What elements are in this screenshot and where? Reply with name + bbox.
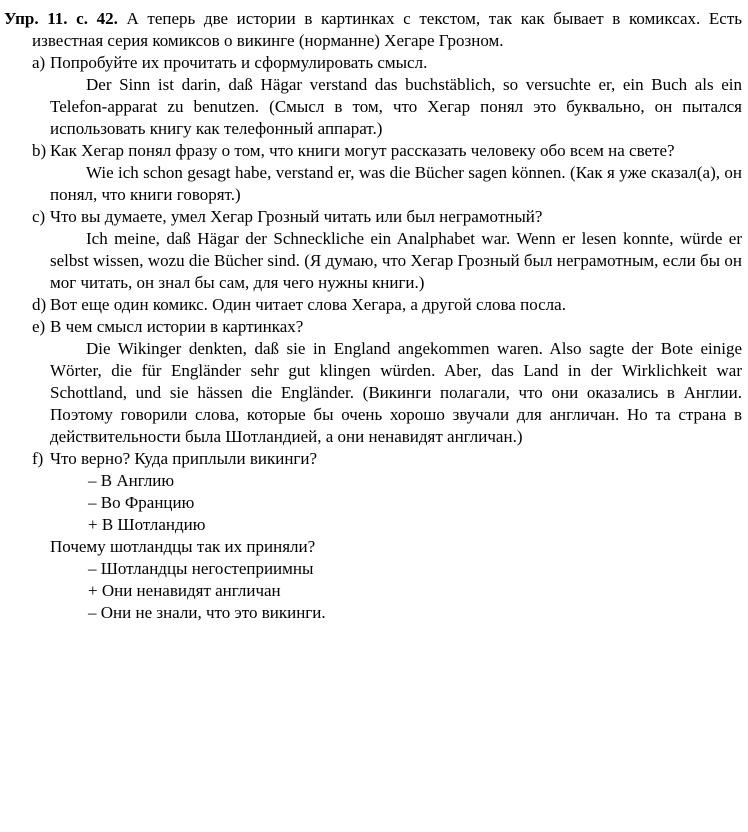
item-c xyxy=(4,206,742,294)
exercise-title: Упр. 11. с. 42. xyxy=(4,9,118,28)
item-f xyxy=(4,448,742,624)
item-d xyxy=(4,294,742,316)
item-b xyxy=(4,140,742,206)
item-e-label: e) xyxy=(32,317,46,336)
item-d-question: Вот еще один комикс. Один читает слова Хегара, а другой слова посла. xyxy=(50,295,566,314)
intro-text: А теперь две истории в картинках с текстом, так как бывает в комиксах. Есть известная серия комиксов о викинге (норманне) Хегаре Грозном. xyxy=(32,9,742,50)
item-e xyxy=(4,316,742,448)
item-c-label: c) xyxy=(32,207,46,226)
item-a-label: a) xyxy=(32,53,46,72)
option-line: – Шотландцы негостеприимны xyxy=(88,559,314,578)
option-line: – Они не знали, что это викинги. xyxy=(88,603,326,622)
item-a-question: Попробуйте их прочитать и сформулировать смысл. xyxy=(50,53,428,72)
item-e-question: В чем смысл истории в картинках? xyxy=(50,317,304,336)
item-e-answer: Die Wikinger denkten, daß sie in England angekommen waren. Also sagte der Bote einige Wörter, die für Engländer sehr gut klingen würden. Aber, das Land in der Wirklichkeit war Schottland, und sie hässen die Engländer. (Викинги полагали, что они оказались в Англии. Поэтому говорили слова, которые бы очень хорошо звучали для англичан. Но та страна в действительности была Шотландией, а они ненавидят англичан.) xyxy=(50,339,742,446)
option-line: + Они ненавидят англичан xyxy=(88,581,281,600)
item-f-question-line xyxy=(32,448,742,470)
item-c-answer: Ich meine, daß Hägar der Schneckliche ein Analphabet war. Wenn er lesen konnte, würde er selbst wissen, wozu die Bücher sind. (Я думаю, что Хегар Грозный был неграмотным, если бы он мог читать, он знал бы сам, для чего нужны книги.) xyxy=(50,229,742,292)
option-line: – Во Францию xyxy=(88,493,195,512)
item-b-question: Как Хегар понял фразу о том, что книги могут рассказать человеку обо всем на свете? xyxy=(50,141,675,160)
item-f-label: f) xyxy=(32,449,44,468)
item-a xyxy=(4,52,742,140)
item-d-question-line xyxy=(32,294,742,316)
item-a-question-line xyxy=(32,52,742,74)
item-f-question: Что верно? Куда приплыли викинги? xyxy=(50,449,318,468)
item-e-question-line xyxy=(32,316,742,338)
item-b-answer: Wie ich schon gesagt habe, verstand er, was die Bücher sagen können. (Как я уже сказал(а), он понял, что книги говорят.) xyxy=(50,163,742,204)
item-b-question-line xyxy=(32,140,742,162)
item-b-label: b) xyxy=(32,141,47,160)
item-f-subquestion: Почему шотландцы так их приняли? xyxy=(50,537,316,556)
item-a-answer: Der Sinn ist darin, daß Hägar verstand das buchstäblich, so versuchte er, ein Buch als ein Telefon-apparat zu benutzen. (Смысл в том, что Хегар понял это буквально, он пытался использовать книгу как телефонный аппарат.) xyxy=(50,75,742,138)
item-c-question-line xyxy=(32,206,742,228)
item-d-label: d) xyxy=(32,295,47,314)
item-c-question: Что вы думаете, умел Хегар Грозный читать или был неграмотный? xyxy=(50,207,543,226)
option-line: – В Англию xyxy=(88,471,175,490)
intro-paragraph xyxy=(4,8,742,52)
option-line: + В Шотландию xyxy=(88,515,206,534)
